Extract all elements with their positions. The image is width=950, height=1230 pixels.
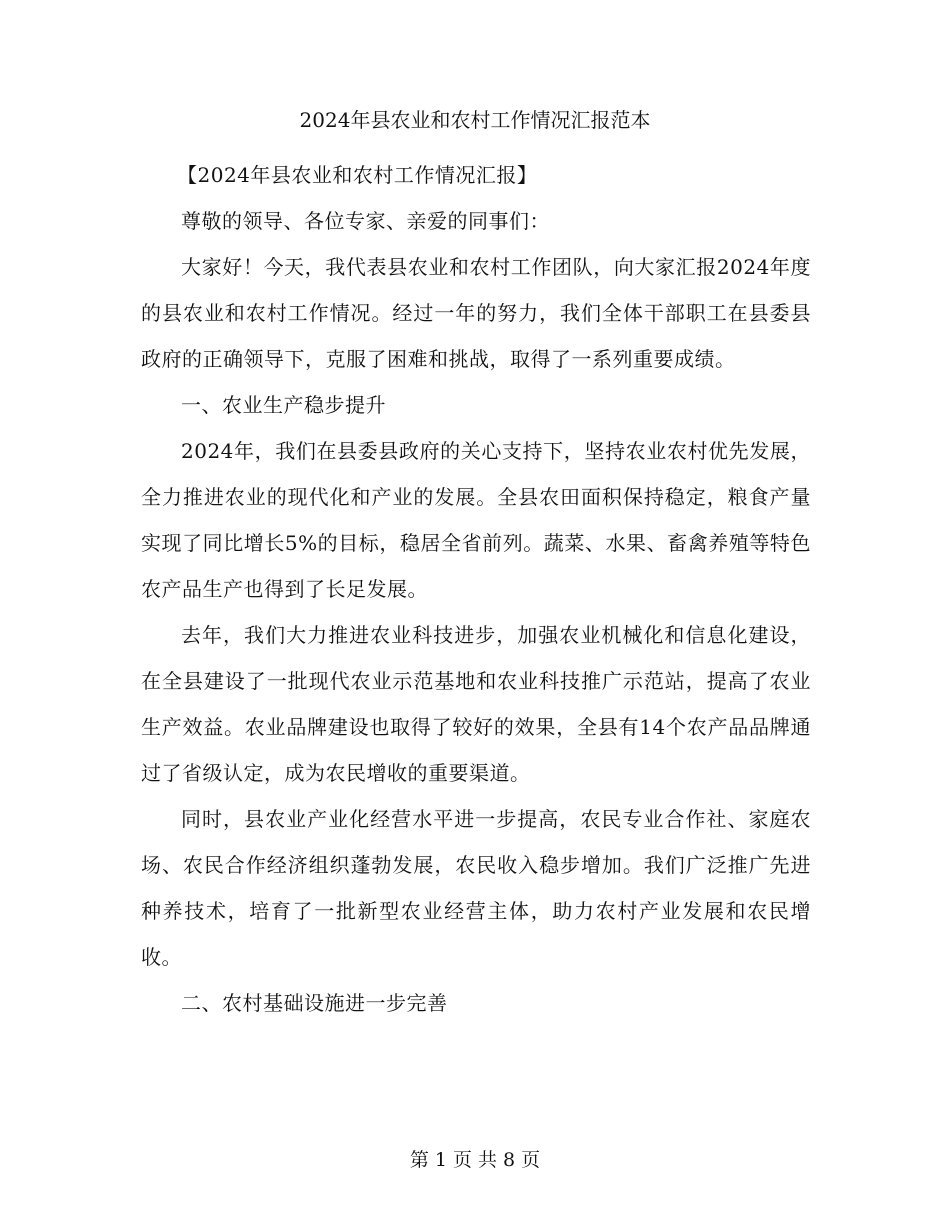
section-1-paragraph-3: 同时，县农业产业化经营水平进一步提高，农民专业合作社、家庭农场、农民合作经济组织蓬勃发展，农民收入稳步增加。我们广泛推广先进种养技术，培育了一批新型农业经营主体，助力农村产业发展和农民增收。 [141, 807, 811, 969]
section-1-paragraph-2: 去年，我们大力推进农业科技进步，加强农业机械化和信息化建设，在全县建设了一批现代农业示范基地和农业科技推广示范站，提高了农业生产效益。农业品牌建设也取得了较好的效果，全县有14个农产品品牌通过了省级认定，成为农民增收的重要渠道。 [141, 623, 811, 785]
page-number-footer: 第 1 页 共 8 页 [409, 1149, 541, 1171]
section-heading-1: 一、农业生产稳步提升 [181, 393, 386, 417]
section-heading-2: 二、农村基础设施进一步完善 [181, 991, 448, 1015]
report-heading: 【2024年县农业和农村工作情况汇报】 [177, 163, 538, 187]
document-body [141, 152, 811, 1026]
document-title: 2024年县农业和农村工作情况汇报范本 [299, 108, 651, 132]
salutation: 尊敬的领导、各位专家、亲爱的同事们： [181, 209, 550, 233]
section-1-paragraph-1: 2024年，我们在县委县政府的关心支持下，坚持农业农村优先发展，全力推进农业的现代化和产业的发展。全县农田面积保持稳定，粮食产量实现了同比增长5%的目标，稳居全省前列。蔬菜、水果、畜禽养殖等特色农产品生产也得到了长足发展。 [141, 439, 811, 601]
intro-paragraph: 大家好！今天，我代表县农业和农村工作团队，向大家汇报2024年度的县农业和农村工作情况。经过一年的努力，我们全体干部职工在县委县政府的正确领导下，克服了困难和挑战，取得了一系列重要成绩。 [141, 255, 811, 371]
